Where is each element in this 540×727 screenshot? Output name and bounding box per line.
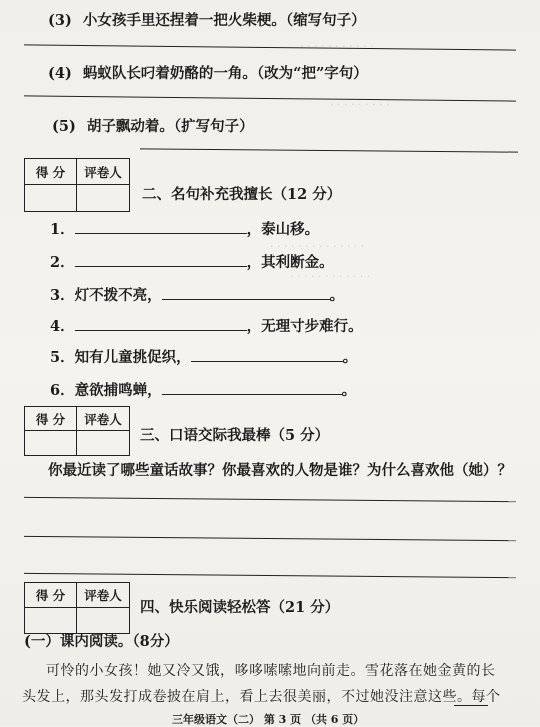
grader-label: 评卷人 — [77, 407, 129, 431]
blank-line[interactable] — [75, 252, 247, 267]
section-2-title: 二、名句补充我擅长（12 分） — [142, 186, 342, 203]
answer-line[interactable] — [24, 573, 516, 578]
passage-line: 可怜的小女孩！她又冷又饿，哆哆嗦嗦地向前走。雪花落在她金黄的长 — [46, 663, 496, 679]
section-4-title: 四、快乐阅读轻松答（21 分） — [140, 599, 340, 616]
item-text: 。 — [329, 287, 345, 304]
question-text: 胡子飘动着。（扩写句子） — [86, 118, 254, 135]
answer-line[interactable] — [24, 497, 516, 502]
score-box — [24, 582, 130, 634]
grader-label: 评卷人 — [77, 159, 129, 185]
question-4 — [48, 62, 368, 83]
fill-item-4 — [50, 315, 363, 336]
item-text: 。 — [341, 382, 357, 399]
score-box — [24, 406, 130, 456]
blank-line[interactable] — [191, 347, 343, 362]
fill-item-2 — [50, 251, 334, 272]
score-label: 得 分 — [25, 583, 77, 608]
blank-line[interactable] — [162, 380, 342, 395]
question-number: (4) — [48, 65, 72, 82]
question-3 — [48, 9, 366, 30]
section-4-subtitle: (一）课内阅读。（8分） — [24, 633, 179, 650]
score-box — [24, 158, 130, 212]
item-text: 。 — [342, 349, 358, 366]
fill-item-6 — [50, 379, 356, 400]
underline-mark — [454, 705, 488, 706]
score-cell[interactable] — [25, 185, 77, 211]
item-text: 灯不拨不亮， — [74, 287, 162, 304]
section-3-prompt: 你最近读了哪些童话故事？你最喜欢的人物是谁？为什么喜欢他（她）？ — [48, 462, 512, 479]
fill-item-5 — [50, 346, 357, 367]
grader-cell[interactable] — [77, 431, 129, 455]
item-text: 知有儿童挑促织， — [74, 349, 191, 366]
show-through-text: · · · · · · · · · · · · · · — [270, 240, 365, 253]
blank-line[interactable] — [75, 316, 247, 331]
item-number: 2． — [50, 254, 75, 271]
question-text: 小女孩手里还捏着一把火柴梗。（缩写句子） — [82, 12, 366, 29]
fill-item-3 — [50, 284, 344, 305]
item-number: 6． — [50, 382, 75, 399]
grader-label: 评卷人 — [77, 583, 129, 608]
answer-line[interactable] — [140, 148, 518, 152]
score-label: 得 分 — [25, 159, 77, 185]
score-label: 得 分 — [25, 407, 77, 431]
blank-line[interactable] — [162, 285, 330, 300]
fill-item-1 — [50, 218, 319, 239]
item-text: ，其利断金。 — [246, 254, 334, 271]
question-number: (5) — [52, 118, 76, 135]
item-number: 5． — [50, 349, 75, 366]
answer-line[interactable] — [24, 95, 516, 101]
item-text: ，泰山移。 — [246, 221, 320, 238]
answer-line[interactable] — [24, 44, 516, 50]
item-text: ，无理寸步难行。 — [246, 318, 363, 335]
question-text: 蚂蚁队长叼着奶酪的一角。（改为“把”字句） — [82, 65, 368, 82]
page-footer: 三年级语文（二） 第 3 页 （共 6 页） — [172, 713, 365, 726]
grader-cell[interactable] — [77, 185, 129, 211]
question-5 — [52, 115, 254, 136]
item-text: 意欲捕鸣蝉， — [74, 382, 162, 399]
item-number: 4． — [50, 318, 75, 335]
show-through-text: · · · · · · · · · · · — [300, 40, 374, 53]
blank-line[interactable] — [75, 219, 247, 234]
passage-line: 头发上，那头发打成卷披在肩上，看上去很美丽，不过她没注意这些。每个 — [22, 689, 501, 705]
section-3-title: 三、口语交际我最棒（5 分） — [140, 427, 330, 444]
item-number: 1． — [50, 221, 75, 238]
answer-line[interactable] — [24, 536, 516, 541]
show-through-text: · · · · · · · · · · · · — [290, 270, 371, 283]
item-number: 3． — [50, 287, 75, 304]
score-cell[interactable] — [25, 431, 77, 455]
question-number: (3) — [48, 12, 72, 29]
show-through-text: · · · · · · · · · — [330, 98, 390, 111]
